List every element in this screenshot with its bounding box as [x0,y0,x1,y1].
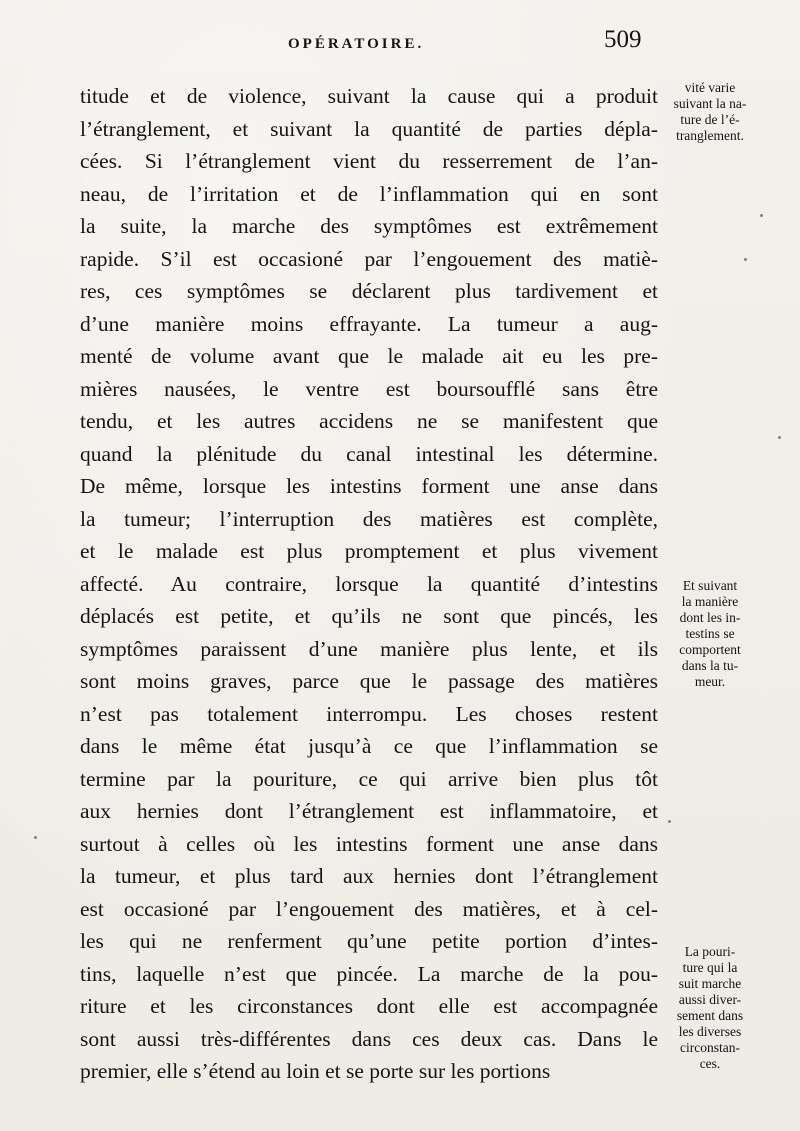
body-line: menté de volume avant que le malade ait eu les pre- [80,344,658,368]
body-line: affecté. Au contraire, lorsque la quantité d’intestins [80,571,658,596]
running-head: OPÉRATOIRE. [288,36,425,52]
margin-note-line: suit marche [678,976,742,991]
margin-note-line: dont les in- [679,610,741,625]
margin-note-line: la manière [681,594,739,609]
paper-speck [778,436,781,439]
body-line: surtout à celles où les intestins forment une anse dans [80,831,658,856]
body-line: déplacés est petite, et qu’ils ne sont que pincés, les [80,604,658,628]
margin-note-line: meur. [694,674,726,689]
body-line: tins, laquelle n’est que pincée. La marche de la pou- [80,961,658,986]
margin-note-line: testins se [685,626,735,641]
paper-speck [668,820,671,823]
body-line: et le malade est plus promptement et plus vivement [80,539,658,563]
margin-note [660,80,760,144]
body-line: cées. Si l’étranglement vient du resserrement de l’an- [80,149,658,173]
body-line: la tumeur; l’interruption des matières est complète, [80,506,658,531]
margin-note-line: comportent [679,642,741,657]
margin-note [660,578,760,690]
margin-note-line: dans la tu- [681,658,739,673]
body-line: est occasioné par l’engouement des matières, et à cel- [80,896,658,921]
body-line: termine par la pouriture, ce qui arrive bien plus tôt [80,766,658,791]
margin-note-line: tranglement. [676,128,744,143]
margin-note-line: Et suivant [682,578,738,593]
body-line: dans le même état jusqu’à ce que l’inflammation se [80,734,658,758]
body-text [80,80,658,1088]
body-line: la suite, la marche des symptômes est extrêmement [80,214,658,238]
body-line: tendu, et les autres accidens ne se manifestent que [80,409,658,433]
margin-note-line: La pouri- [684,944,736,959]
margin-note-line: ture qui la [682,960,738,975]
body-line: quand la plénitude du canal intestinal les détermine. [80,441,658,466]
body-line: la tumeur, et plus tard aux hernies dont l’étranglement [80,864,658,888]
margin-note-line: ces. [699,1056,721,1071]
margin-note-line: suivant la na- [673,96,747,111]
body-line: riture et les circonstances dont elle est accompagnée [80,994,658,1018]
margin-note-line: ture de l’é- [680,112,740,127]
body-line: premier, elle s’étend au loin et se porte sur les portions [80,1059,551,1083]
body-line: l’étranglement, et suivant la quantité de parties dépla- [80,116,658,141]
body-line: sont aussi très-différentes dans ces deux cas. Dans le [80,1026,658,1051]
body-line: aux hernies dont l’étranglement est inflammatoire, et [80,799,658,823]
margin-note-line: circonstan- [680,1040,740,1055]
paper-speck [34,836,37,839]
body-line: n’est pas totalement interrompu. Les choses restent [80,701,658,726]
page-number: 509 [604,26,642,53]
paper-speck [760,214,763,217]
body-line: neau, de l’irritation et de l’inflammation qui en sont [80,181,658,206]
margin-note-line: aussi diver- [678,992,742,1007]
body-line: d’une manière moins effrayante. La tumeur a aug- [80,311,658,336]
body-line: les qui ne renferment qu’une petite portion d’intes- [80,929,658,953]
body-line: res, ces symptômes se déclarent plus tardivement et [80,279,658,303]
paper-speck [744,258,747,261]
margin-note-line: vité varie [684,80,736,95]
margin-note [660,944,760,1072]
margin-note-line: sement dans [676,1008,744,1023]
body-line: mières nausées, le ventre est boursoufflé sans être [80,376,658,401]
body-line: symptômes paraissent d’une manière plus lente, et ils [80,636,658,661]
body-line: titude et de violence, suivant la cause qui a produit [80,84,658,108]
body-line: De même, lorsque les intestins forment une anse dans [80,474,658,498]
margin-note-line: les diverses [678,1024,742,1039]
body-line: sont moins graves, parce que le passage des matières [80,669,658,693]
body-line: rapide. S’il est occasioné par l’engouement des matiè- [80,246,658,271]
